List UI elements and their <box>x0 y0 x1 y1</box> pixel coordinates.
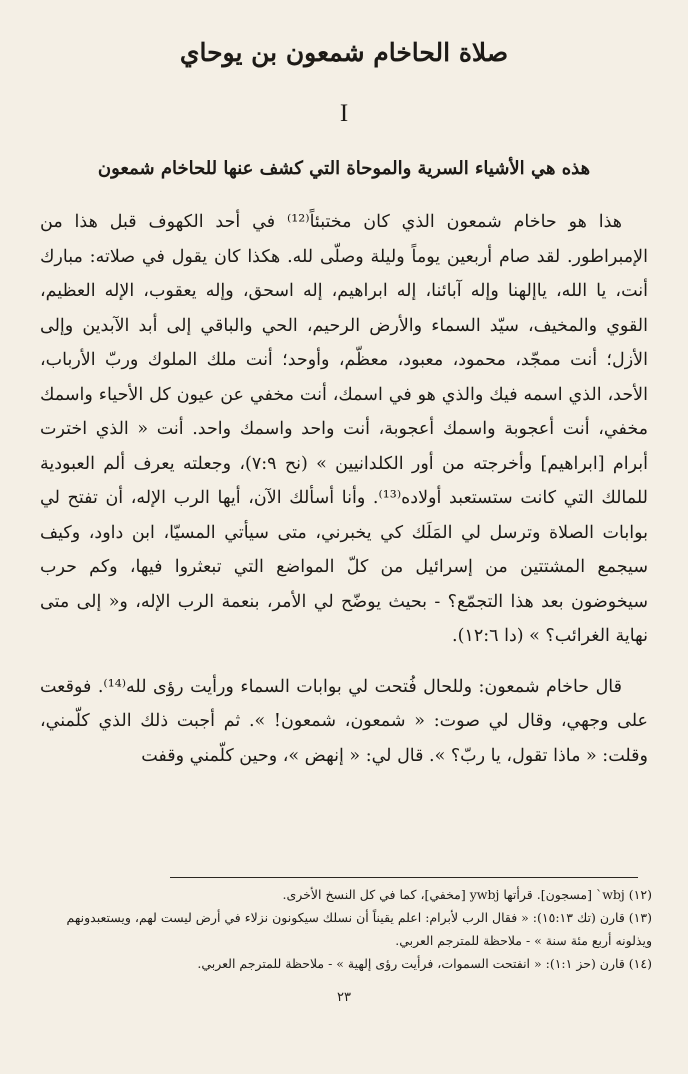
section-number: I <box>339 100 349 127</box>
footnote-divider <box>170 877 638 878</box>
main-text <box>40 205 648 773</box>
paragraph-2: قال حاخام شمعون: وللحال فُتحت لي بوابات السماء ورأيت رؤى لله⁽¹⁴⁾. فوقعت على وجهي، وقال لي صوت: « شمعون، شمعون! ». ثم أجبت ذلك الذي كلّمني، وقلت: « ماذا تقول، يا ربّ؟ ». قال لي: « إنهض »، وحين كلّمني وقفت <box>40 676 648 766</box>
footnote-13: (١٣) قارن (تك ١٥:١٣): « فقال الرب لأبرام: اعلم يقيناً أن نسلك سيكونون نزلاء في أرض ليست لهم، ويستعبدونهم ويذلونه أربع مئة سنة » - ملاحظة للمترجم العربي. <box>66 910 652 948</box>
section-subtitle: هذه هي الأشياء السرية والموحاة التي كشف عنها للحاخام شمعون <box>97 158 591 179</box>
paragraph-1: هذا هو حاخام شمعون الذي كان مختبئاً⁽¹²⁾ في أحد الكهوف قبل هذا من الإمبراطور. لقد صام أربعين يوماً وليلة وصلّى لله. هكذا كان يقول في صلاته: مبارك أنت، يا الله، ياإلهنا وإله آبائنا، إله ابراهيم، إله اسحق، وإله يعقوب، الإله العظيم، القوي والمخيف، سيّد السماء والأرض الرحيم، الحي والباقي إلى أبد الآبدين وإلى الأزل؛ أنت ممجّد، محمود، معبود، معظّم، وأوحد؛ أنت ملك الملوك وربّ الأرباب، الأحد، الذي اسمه فيك والذي هو في اسمك، أنت مخفي عن عيون كل الأحياء واسمك مخفي، أنت أعجوبة واسمك أعجوبة، أنت واحد واسمك واحد. أنت « الذي اخترت أبرام [ابراهيم] وأخرجته من أور الكلدانيين » (نح ٧:٩)، وجعلته يعرف ألم العبودية للمالك التي كانت ستستعبد أولاده⁽¹³⁾. وأنا أسألك الآن، أيها الرب الإله، أن تفتح لي بوابات الصلاة وترسل لي المَلَك كي يخبرني، متى سيأتي المسيّا، ابن داود، وكيف سيجمع المشتتين من إسرائيل من كلّ المواضع التي تبعثروا فيها، وكم حرب سيخوضون بعد هذا التجمّع؟ - بحيث يوضّح لي الأمر، بنعمة الرب الإله، و« إلى متى نهاية الغرائب؟ » (دا ١٢:٦). <box>40 212 648 646</box>
chapter-title: صلاة الحاخام شمعون بن يوحاي <box>179 38 509 67</box>
footnotes <box>36 883 652 975</box>
footnote-12: (١٢) wbj` [مسجون]. قرأتها ywbj [مخفي]، كما في كل النسخ الأخرى. <box>282 887 652 902</box>
footnote-14: (١٤) قارن (حز ١:١): « انفتحت السموات، فرأيت رؤى إلهية » - ملاحظة للمترجم العربي. <box>197 956 652 971</box>
page-number: ٢٣ <box>337 990 351 1005</box>
